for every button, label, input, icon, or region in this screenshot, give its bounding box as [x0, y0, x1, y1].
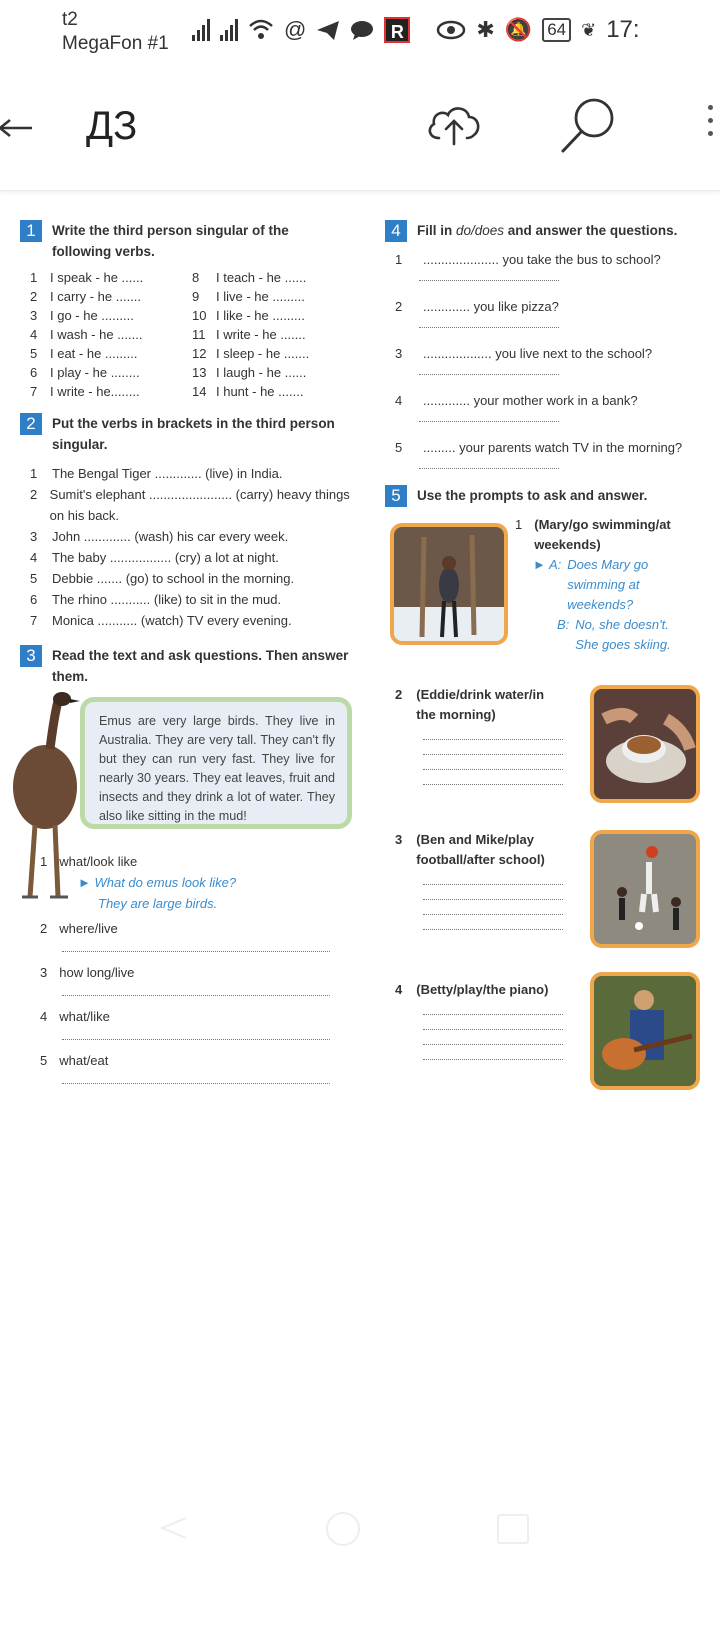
exercise-2-header	[20, 413, 350, 455]
ex4-question: 4 ............. your mother work in a bank?	[395, 393, 638, 408]
ex5-p4-text: 4 (Betty/play/the piano)	[395, 982, 549, 997]
bell-off-icon: 🔕	[504, 17, 533, 42]
ex4-answer-line	[419, 413, 559, 422]
ex4-question: 3 ................... you live next to the school?	[395, 346, 653, 361]
ex1-item-number: 12	[192, 346, 207, 361]
ex3-questions	[20, 918, 350, 1084]
ex3-example-answer: They are large birds.	[98, 896, 218, 911]
ex2-sentence: 7 Monica ........... (watch) TV every evening.	[30, 613, 292, 628]
exercise-5-number: 5	[385, 485, 407, 507]
ex3-question: 4 what/like	[40, 1009, 110, 1024]
photo-tea-cup	[590, 685, 700, 803]
system-nav-bar	[0, 1508, 720, 1548]
ex1-item-text: I speak - he ......	[50, 270, 144, 285]
exercise-5-title: Use the prompts to ask and answer.	[417, 488, 648, 503]
ex1-item-text: I wash - he .......	[50, 327, 143, 342]
ex5-p1-answer-b: B: No, she doesn't. She goes skiing.	[557, 617, 671, 652]
ex4-question: 5 ......... your parents watch TV in the morning?	[395, 440, 683, 455]
ex3-q1-number: 1	[40, 854, 48, 869]
ex3-answer-line	[62, 983, 330, 996]
ex2-sentence: 1 The Bengal Tiger ............. (live) in India.	[30, 466, 283, 481]
ex4-question: 1 ..................... you take the bus to school?	[395, 252, 661, 267]
exercise-1-verbs	[30, 270, 350, 399]
exercise-4-header	[385, 220, 715, 242]
r-app-icon: R	[384, 17, 410, 43]
ex2-sentence: 6 The rhino ........... (like) to sit in the mud.	[30, 592, 282, 607]
carrier-name-1: t2	[62, 9, 78, 30]
ex2-sentence: 4 The baby ................. (cry) a lot at night.	[30, 550, 279, 565]
emu-section	[20, 697, 350, 847]
ex1-item-text: I sleep - he .......	[216, 346, 310, 361]
exercise-5-header	[385, 485, 715, 507]
ex4-answer-line	[419, 366, 559, 375]
ex3-q1-prompt: what/look like	[59, 854, 138, 869]
exercise-1-number: 1	[20, 220, 42, 242]
nav-back-icon[interactable]	[158, 1516, 188, 1540]
ex1-item-text: I carry - he .......	[50, 289, 142, 304]
bluetooth-icon: ✱	[476, 17, 495, 42]
ex3-question: 5 what/eat	[40, 1053, 109, 1068]
emu-text-box: Emus are very large birds. They live in Australia. They are very tall. They can't fly but they can run very fast. They live for nearly 30 years. They eat leaves, fruit and insects and they drink a lot of water. They also like sitting in the mud!	[80, 697, 352, 829]
ex1-item-number: 11	[192, 327, 206, 342]
exercise-4-list	[385, 250, 715, 469]
clock: 17:	[606, 16, 640, 43]
ex1-item-number: 9	[192, 289, 200, 304]
ex1-item-text: I like - he .........	[216, 308, 305, 323]
ex4-answer-line	[419, 272, 559, 281]
app-bar	[0, 70, 720, 191]
ex4-question: 2 ............. you like pizza?	[395, 299, 559, 314]
leaf-icon: ❦	[581, 19, 597, 40]
status-icons	[192, 16, 640, 44]
ex1-item-number: 5	[30, 346, 38, 361]
wifi-icon	[248, 18, 274, 42]
photo-guitar	[590, 972, 700, 1090]
ex3-question: 2 where/live	[40, 921, 118, 936]
ex1-item-text: I laugh - he ......	[216, 365, 307, 380]
ex2-sentence: 2 Sumit's elephant ....................... (carry) heavy things on his back.	[30, 487, 350, 523]
ex5-prompt-1	[385, 515, 715, 685]
exercise-3-header	[20, 645, 350, 687]
cloud-upload-icon[interactable]	[425, 100, 483, 146]
exercise-2-list	[20, 463, 350, 631]
ex1-item-number: 2	[30, 289, 38, 304]
ex1-item-text: I write - he........	[50, 384, 140, 399]
exercise-1-header	[20, 220, 350, 262]
ex4-answer-line	[419, 460, 559, 469]
ex5-p2-text: 2 (Eddie/drink water/in the morning)	[395, 687, 545, 722]
ex5-p1-text: 1 (Mary/go swimming/at weekends) ► A: Does Mary go swimming at weekends? B: No, she doesn't. She goes skiing.	[515, 515, 685, 655]
ex1-item-number: 1	[30, 270, 38, 285]
nav-home-icon[interactable]	[326, 1512, 360, 1546]
ex5-prompt-2	[385, 685, 715, 830]
ex1-item-text: I eat - he .........	[50, 346, 138, 361]
ex1-item-text: I teach - he ......	[216, 270, 307, 285]
ex3-question: 3 how long/live	[40, 965, 135, 980]
exercise-2-title: Put the verbs in brackets in the third person singular.	[52, 416, 335, 452]
exercise-3-title: Read the text and ask questions. Then answer them.	[52, 648, 349, 684]
ex1-item-text: I write - he .......	[216, 327, 306, 342]
ex3-example-question: ► What do emus look like?	[78, 875, 237, 890]
ex1-item-text: I live - he .........	[216, 289, 305, 304]
ex3-answer-line	[62, 1027, 330, 1040]
ex3-answer-line	[62, 939, 330, 952]
ex2-sentence: 5 Debbie ....... (go) to school in the morning.	[30, 571, 295, 586]
right-column	[385, 220, 715, 1110]
eye-icon	[436, 19, 466, 41]
ex5-p1-answer-a: ► A: Does Mary go swimming at weekends?	[533, 557, 649, 612]
signal-icon-2	[220, 19, 238, 41]
ex5-p3-text: 3 (Ben and Mike/play football/after school)	[395, 832, 545, 867]
signal-icon	[192, 19, 210, 41]
back-arrow-icon[interactable]	[0, 118, 36, 138]
exercise-1-title: Write the third person singular of the following verbs.	[52, 223, 289, 259]
nav-recents-icon[interactable]	[497, 1514, 529, 1544]
ex1-item-number: 6	[30, 365, 38, 380]
at-icon: @	[284, 17, 307, 42]
status-bar	[0, 0, 720, 62]
ex1-item-number: 4	[30, 327, 38, 342]
telegram-icon	[316, 19, 340, 41]
ex1-item-number: 14	[192, 384, 207, 399]
ex1-item-text: I play - he ........	[50, 365, 140, 380]
ex2-sentence: 3 John ............. (wash) his car every week.	[30, 529, 289, 544]
ex3-answer-line	[62, 1071, 330, 1084]
exercise-3-number: 3	[20, 645, 42, 667]
ex1-item-number: 3	[30, 308, 38, 323]
exercise-2-number: 2	[20, 413, 42, 435]
carrier-info	[62, 8, 169, 56]
ex1-item-number: 8	[192, 270, 200, 285]
battery-icon: 64	[542, 18, 571, 42]
exercise-4-title: Fill in do/does and answer the questions.	[417, 223, 678, 238]
ex1-item-number: 10	[192, 308, 207, 323]
exercise-4-number: 4	[385, 220, 407, 242]
chat-icon	[350, 19, 374, 41]
ex1-item-number: 7	[30, 384, 38, 399]
ex1-item-number: 13	[192, 365, 207, 380]
ex5-prompt-4	[385, 980, 715, 1110]
photo-skiing	[390, 523, 508, 645]
workbook-page	[20, 220, 720, 1150]
ex5-prompt-3	[385, 830, 715, 980]
carrier-name-2: MegaFon #1	[62, 33, 169, 54]
ex4-answer-line	[419, 319, 559, 328]
search-icon[interactable]	[560, 96, 616, 154]
photo-football	[590, 830, 700, 948]
ex1-item-text: I go - he .........	[50, 308, 134, 323]
left-column	[20, 220, 350, 1094]
ex1-item-text: I hunt - he .......	[216, 384, 304, 399]
page-title: ДЗ	[86, 104, 138, 148]
emu-illustration	[0, 687, 90, 907]
more-vert-icon[interactable]	[708, 105, 713, 144]
